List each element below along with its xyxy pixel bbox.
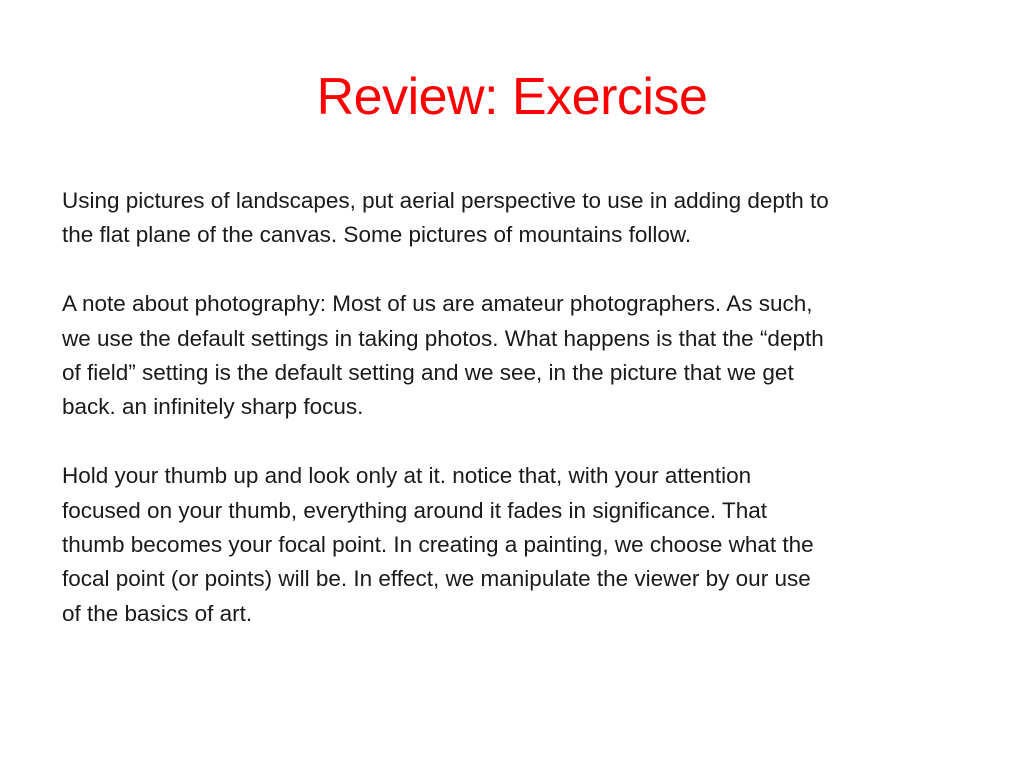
paragraph-exercise-instructions: Using pictures of landscapes, put aerial perspective to use in adding depth to the flat plane of the canvas. Some pictures of mountains follow.: [62, 188, 829, 248]
slide-title: Review: Exercise: [316, 68, 708, 126]
paragraph-photography-note: A note about photography: Most of us are amateur photographers. As such, we use the default settings in taking photos. What happens is that the “depth of field” setting is the default setting and we see, in the picture that we get back. an infinitely sharp focus.: [62, 291, 824, 420]
slide-body: [62, 184, 962, 631]
paragraph-focal-point: Hold your thumb up and look only at it. notice that, with your attention focused on your thumb, everything around it fades in significance. That thumb becomes your focal point. In creating a painting, we choose what the focal point (or points) will be. In effect, we manipulate the viewer by our use of the basics of art.: [62, 463, 814, 626]
